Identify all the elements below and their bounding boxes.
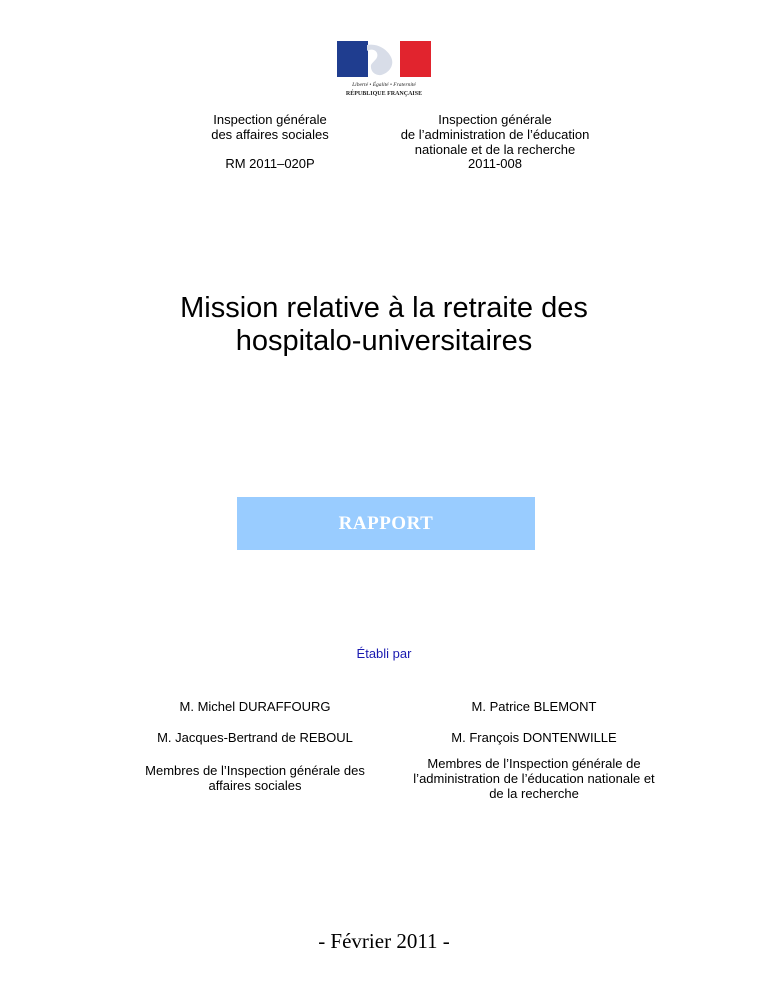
- igaenr-line1: Inspection générale: [438, 112, 552, 127]
- logo-republic: RÉPUBLIQUE FRANÇAISE: [345, 91, 423, 97]
- igas-line1: Inspection générale: [213, 112, 327, 127]
- author-jacques-bertrand-de-reboul: M. Jacques-Bertrand de REBOUL: [157, 730, 353, 745]
- igas-members: [130, 763, 380, 793]
- igas-reference: RM 2011–020P: [225, 156, 315, 171]
- title-line1: Mission relative à la retraite des: [180, 292, 588, 324]
- igaenr-line2: de l’administration de l’éducation: [400, 127, 590, 142]
- igaenr-members-line3: de la recherche: [489, 786, 579, 801]
- rapport-banner: [237, 497, 535, 550]
- report-date: - Février 2011 -: [318, 929, 450, 953]
- igaenr-members-line1: Membres de l’Inspection générale de: [427, 756, 641, 771]
- igaenr-members: [398, 756, 670, 801]
- republique-francaise-logo: [337, 41, 431, 99]
- author-francois-dontenwille: M. François DONTENWILLE: [451, 730, 617, 745]
- author-michel-duraffourg: M. Michel DURAFFOURG: [179, 699, 331, 714]
- igaenr-line3: nationale et de la recherche: [414, 142, 576, 157]
- etabli-par: Établi par: [356, 646, 412, 661]
- title-line2: hospitalo-universitaires: [235, 325, 533, 357]
- report-title: [84, 292, 684, 358]
- igaenr-reference: 2011-008: [468, 156, 522, 171]
- logo-motto: Liberté • Égalité • Fraternité: [352, 82, 416, 88]
- rapport-label: RAPPORT: [338, 512, 434, 534]
- igaenr-header: [380, 112, 610, 157]
- igaenr-members-line2: l’administration de l’éducation nationale et: [413, 771, 655, 786]
- igas-line2: des affaires sociales: [211, 127, 329, 142]
- igas-header: [180, 112, 360, 142]
- igas-members-line1: Membres de l’Inspection générale des: [145, 763, 365, 778]
- igas-members-line2: affaires sociales: [208, 778, 302, 793]
- author-patrice-blemont: M. Patrice BLEMONT: [471, 699, 597, 714]
